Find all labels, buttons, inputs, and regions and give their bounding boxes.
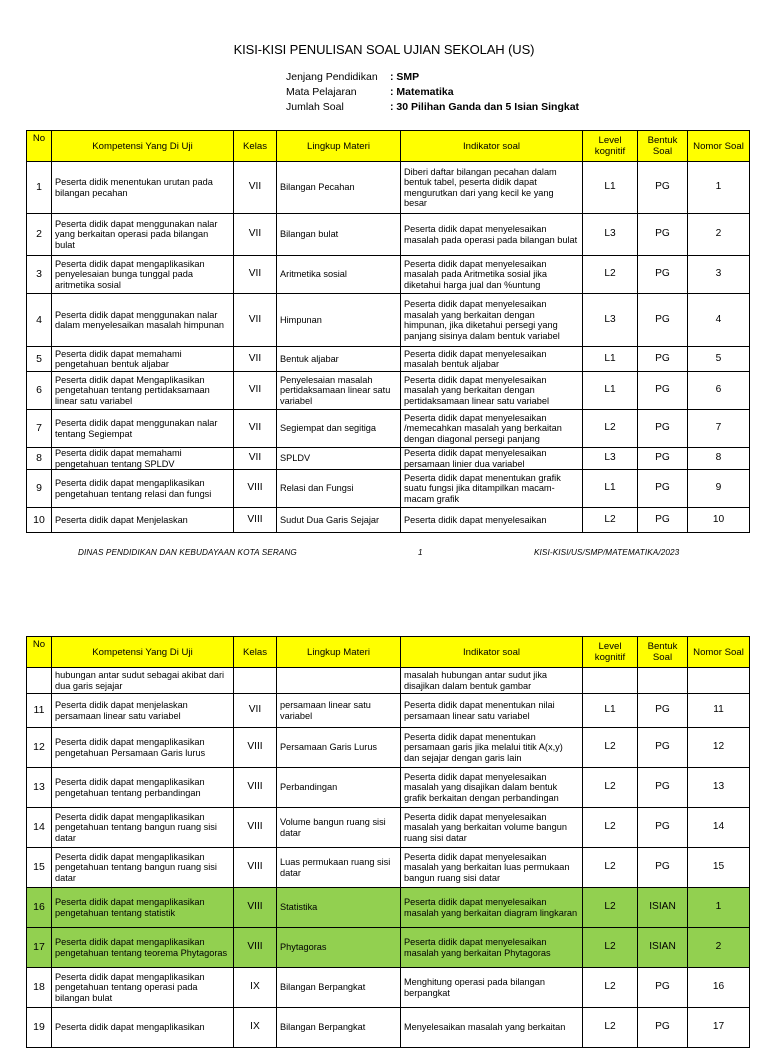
cell-kelas: VII [234, 694, 277, 728]
cell-indikator: Peserta didik dapat menyelesaikan masalah yang berkaitan dengan pertidaksamaan linear satu variabel [401, 372, 583, 410]
cell-lingkup: Bilangan Pecahan [277, 162, 401, 214]
cell-kelas: VIII [234, 508, 277, 533]
footer-document-code: KISI-KISI/US/SMP/MATEMATIKA/2023 [534, 548, 680, 557]
cell-level: L3 [583, 214, 638, 256]
cell-nomor: 9 [688, 470, 750, 508]
cell-level: L2 [583, 848, 638, 888]
table-row [27, 470, 750, 508]
cell-indikator: Peserta didik dapat menyelesaikan masalah yang berkaitan diagram lingkaran [401, 888, 583, 928]
cell-indikator: Peserta didik dapat menyelesaikan masalah yang disajikan dalam bentuk grafik berkaitan dengan perbandingan [401, 768, 583, 808]
cell-no: 13 [27, 768, 52, 808]
cell-nomor: 14 [688, 808, 750, 848]
cell-indikator: Peserta didik dapat menyelesaikan masalah yang berkaitan volume bangun ruang sisi datar [401, 808, 583, 848]
cell-indikator: masalah hubungan antar sudut jika disajikan dalam bentuk gambar [401, 668, 583, 694]
cell-bentuk: PG [638, 508, 688, 533]
cell-level: L1 [583, 372, 638, 410]
cell-no: 19 [27, 1008, 52, 1048]
meta-value: : 30 Pilihan Ganda dan 5 Isian Singkat [390, 101, 580, 113]
header-indikator: Indikator soal [401, 637, 583, 668]
cell-indikator: Peserta didik dapat menyelesaikan masalah pada Aritmetika sosial jika diketahui harga jual dan %untung [401, 256, 583, 294]
cell-kompetensi: Peserta didik dapat menjelaskan persamaan linear satu variabel [52, 694, 234, 728]
cell-nomor: 11 [688, 694, 750, 728]
cell-lingkup: Luas permukaan ruang sisi datar [277, 848, 401, 888]
meta-row-jenjang [286, 70, 579, 85]
cell-indikator: Peserta didik dapat menentukan persamaan garis jika melalui titik A(x,y) dan sejajar dengan garis lain [401, 728, 583, 768]
cell-lingkup: Sudut Dua Garis Sejajar [277, 508, 401, 533]
cell-kelas: VIII [234, 470, 277, 508]
cell-no [27, 668, 52, 694]
cell-nomor: 6 [688, 372, 750, 410]
cell-kompetensi: hubungan antar sudut sebagai akibat dari dua garis sejajar [52, 668, 234, 694]
cell-no: 5 [27, 347, 52, 372]
header-kompetensi: Kompetensi Yang Di Uji [52, 131, 234, 162]
header-kelas: Kelas [234, 131, 277, 162]
cell-indikator: Peserta didik dapat menyelesaikan masalah yang berkaitan luas permukaan bangun ruang sisi datar [401, 848, 583, 888]
cell-kelas: VII [234, 294, 277, 347]
cell-level: L1 [583, 162, 638, 214]
cell-indikator: Peserta didik dapat menyelesaikan masalah yang berkaitan Phytagoras [401, 928, 583, 968]
cell-kompetensi: Peserta didik dapat Menjelaskan [52, 508, 234, 533]
cell-no: 2 [27, 214, 52, 256]
footer-page-number: 1 [418, 548, 423, 557]
cell-nomor: 8 [688, 448, 750, 470]
meta-row-jumlah [286, 100, 579, 115]
cell-level: L2 [583, 968, 638, 1008]
cell-kompetensi: Peserta didik dapat mengaplikasikan penyelesaian bunga tunggal pada aritmetika sosial [52, 256, 234, 294]
cell-kelas: VII [234, 162, 277, 214]
cell-kelas: VII [234, 347, 277, 372]
cell-bentuk: PG [638, 214, 688, 256]
cell-level: L2 [583, 410, 638, 448]
table-row [27, 668, 750, 694]
cell-indikator: Menghitung operasi pada bilangan berpangkat [401, 968, 583, 1008]
meta-row-mapel [286, 85, 579, 100]
table-row [27, 294, 750, 347]
cell-kelas: IX [234, 968, 277, 1008]
cell-bentuk: PG [638, 470, 688, 508]
cell-lingkup [277, 668, 401, 694]
cell-kelas: VIII [234, 728, 277, 768]
header-lingkup: Lingkup Materi [277, 637, 401, 668]
cell-bentuk [638, 668, 688, 694]
meta-label: Jumlah Soal [286, 101, 344, 113]
cell-kelas: VII [234, 410, 277, 448]
cell-bentuk: PG [638, 372, 688, 410]
cell-level: L2 [583, 1008, 638, 1048]
cell-bentuk: ISIAN [638, 888, 688, 928]
cell-nomor: 5 [688, 347, 750, 372]
document-title: KISI-KISI PENULISAN SOAL UJIAN SEKOLAH (US) [233, 42, 535, 57]
header-lingkup: Lingkup Materi [277, 131, 401, 162]
table-header-row [27, 637, 750, 668]
cell-indikator: Peserta didik dapat menyelesaikan /memecahkan masalah yang berkaitan dengan diagonal persegi panjang [401, 410, 583, 448]
header-indikator: Indikator soal [401, 131, 583, 162]
cell-kompetensi: Peserta didik dapat menggunakan nalar tentang Segiempat [52, 410, 234, 448]
cell-bentuk: PG [638, 347, 688, 372]
cell-no: 10 [27, 508, 52, 533]
cell-kompetensi: Peserta didik dapat memahami pengetahuan tentang SPLDV [52, 448, 234, 470]
cell-lingkup: Perbandingan [277, 768, 401, 808]
cell-nomor: 16 [688, 968, 750, 1008]
header-level: Level kognitif [583, 637, 638, 668]
cell-lingkup: SPLDV [277, 448, 401, 470]
cell-level: L2 [583, 808, 638, 848]
cell-kompetensi: Peserta didik menentukan urutan pada bilangan pecahan [52, 162, 234, 214]
cell-lingkup: Phytagoras [277, 928, 401, 968]
cell-lingkup: Segiempat dan segitiga [277, 410, 401, 448]
cell-nomor: 2 [688, 214, 750, 256]
cell-no: 3 [27, 256, 52, 294]
kisi-kisi-table-page-2 [26, 636, 750, 1048]
cell-level: L2 [583, 768, 638, 808]
cell-kelas: VIII [234, 848, 277, 888]
cell-kompetensi: Peserta didik dapat menggunakan nalar dalam menyelesaikan masalah himpunan [52, 294, 234, 347]
cell-kompetensi: Peserta didik dapat mengaplikasikan pengetahuan tentang teorema Phytagoras [52, 928, 234, 968]
header-nomor: Nomor Soal [688, 131, 750, 162]
cell-bentuk: PG [638, 968, 688, 1008]
cell-bentuk: PG [638, 294, 688, 347]
cell-kompetensi: Peserta didik dapat mengaplikasikan [52, 1008, 234, 1048]
header-bentuk: Bentuk Soal [638, 637, 688, 668]
footer-institution: DINAS PENDIDIKAN DAN KEBUDAYAAN KOTA SERANG [78, 548, 297, 557]
cell-bentuk: PG [638, 410, 688, 448]
cell-bentuk: PG [638, 1008, 688, 1048]
cell-lingkup: Aritmetika sosial [277, 256, 401, 294]
cell-kompetensi: Peserta didik dapat mengaplikasikan pengetahuan Persamaan Garis lurus [52, 728, 234, 768]
cell-kompetensi: Peserta didik dapat memahami pengetahuan bentuk aljabar [52, 347, 234, 372]
table-row [27, 347, 750, 372]
header-kelas: Kelas [234, 637, 277, 668]
cell-level [583, 668, 638, 694]
cell-nomor: 1 [688, 888, 750, 928]
header-bentuk: Bentuk Soal [638, 131, 688, 162]
cell-kelas: VIII [234, 808, 277, 848]
cell-nomor: 13 [688, 768, 750, 808]
cell-nomor: 2 [688, 928, 750, 968]
cell-indikator: Peserta didik dapat menyelesaikan masalah pada operasi pada bilangan bulat [401, 214, 583, 256]
table-row [27, 448, 750, 470]
cell-no: 4 [27, 294, 52, 347]
cell-no: 15 [27, 848, 52, 888]
table-row [27, 808, 750, 848]
table-row [27, 848, 750, 888]
cell-level: L2 [583, 888, 638, 928]
table-row [27, 968, 750, 1008]
cell-nomor: 17 [688, 1008, 750, 1048]
cell-bentuk: PG [638, 848, 688, 888]
table-row [27, 508, 750, 533]
cell-no: 6 [27, 372, 52, 410]
table-row [27, 888, 750, 928]
cell-bentuk: PG [638, 448, 688, 470]
cell-kompetensi: Peserta didik dapat mengaplikasikan pengetahuan tentang statistik [52, 888, 234, 928]
cell-no: 11 [27, 694, 52, 728]
cell-level: L3 [583, 294, 638, 347]
cell-kompetensi: Peserta didik dapat menggunakan nalar yang berkaitan operasi pada bilangan bulat [52, 214, 234, 256]
cell-bentuk: PG [638, 728, 688, 768]
cell-nomor: 7 [688, 410, 750, 448]
cell-lingkup: Himpunan [277, 294, 401, 347]
cell-kelas [234, 668, 277, 694]
cell-indikator: Peserta didik dapat menyelesaikan [401, 508, 583, 533]
cell-no: 14 [27, 808, 52, 848]
cell-level: L1 [583, 347, 638, 372]
cell-no: 8 [27, 448, 52, 470]
cell-bentuk: PG [638, 162, 688, 214]
cell-kompetensi: Peserta didik dapat mengaplikasikan pengetahuan tentang relasi dan fungsi [52, 470, 234, 508]
header-no: No [27, 637, 52, 668]
cell-level: L3 [583, 448, 638, 470]
kisi-kisi-table-page-1 [26, 130, 750, 533]
cell-lingkup: Statistika [277, 888, 401, 928]
cell-lingkup: Bentuk aljabar [277, 347, 401, 372]
header-nomor: Nomor Soal [688, 637, 750, 668]
cell-bentuk: PG [638, 768, 688, 808]
cell-indikator: Peserta didik dapat menentukan grafik suatu fungsi jika ditampilkan macam-macam grafik [401, 470, 583, 508]
meta-label: Mata Pelajaran [286, 86, 357, 98]
table-row [27, 372, 750, 410]
meta-label: Jenjang Pendidikan [286, 71, 378, 83]
cell-no: 7 [27, 410, 52, 448]
meta-value: : SMP [390, 71, 420, 83]
cell-lingkup: Volume bangun ruang sisi datar [277, 808, 401, 848]
header-level: Level kognitif [583, 131, 638, 162]
cell-kompetensi: Peserta didik dapat mengaplikasikan pengetahuan tentang bangun ruang sisi datar [52, 848, 234, 888]
table-row [27, 694, 750, 728]
table-row [27, 162, 750, 214]
cell-kelas: VII [234, 372, 277, 410]
cell-nomor: 3 [688, 256, 750, 294]
cell-kompetensi: Peserta didik dapat Mengaplikasikan pengetahuan tentang pertidaksamaan linear satu variabel [52, 372, 234, 410]
cell-level: L2 [583, 928, 638, 968]
meta-value: : Matematika [390, 86, 454, 98]
cell-lingkup: Bilangan bulat [277, 214, 401, 256]
meta-block [286, 70, 579, 115]
cell-bentuk: PG [638, 808, 688, 848]
cell-no: 12 [27, 728, 52, 768]
cell-indikator: Peserta didik dapat menyelesaikan persamaan linier dua variabel [401, 448, 583, 470]
cell-level: L2 [583, 728, 638, 768]
header-no: No [27, 131, 52, 162]
table-row [27, 1008, 750, 1048]
cell-no: 9 [27, 470, 52, 508]
cell-nomor: 4 [688, 294, 750, 347]
cell-no: 18 [27, 968, 52, 1008]
table-row [27, 410, 750, 448]
cell-bentuk: ISIAN [638, 928, 688, 968]
cell-kelas: VII [234, 256, 277, 294]
cell-bentuk: PG [638, 694, 688, 728]
cell-nomor [688, 668, 750, 694]
cell-kelas: IX [234, 1008, 277, 1048]
cell-kelas: VII [234, 448, 277, 470]
cell-kelas: VII [234, 214, 277, 256]
table-row [27, 214, 750, 256]
cell-indikator: Menyelesaikan masalah yang berkaitan [401, 1008, 583, 1048]
cell-indikator: Peserta didik dapat menyelesaikan masalah yang berkaitan dengan himpunan, jika diketahui persegi yang panjang sisinya dalam bentuk variabel [401, 294, 583, 347]
table-row [27, 256, 750, 294]
table-row [27, 928, 750, 968]
cell-lingkup: persamaan linear satu variabel [277, 694, 401, 728]
cell-kompetensi: Peserta didik dapat mengaplikasikan pengetahuan tentang operasi pada bilangan bulat [52, 968, 234, 1008]
header-kompetensi: Kompetensi Yang Di Uji [52, 637, 234, 668]
cell-kompetensi: Peserta didik dapat mengaplikasikan pengetahuan tentang perbandingan [52, 768, 234, 808]
cell-nomor: 15 [688, 848, 750, 888]
cell-kelas: VIII [234, 768, 277, 808]
cell-no: 16 [27, 888, 52, 928]
cell-no: 1 [27, 162, 52, 214]
cell-indikator: Peserta didik dapat menentukan nilai persamaan linear satu variabel [401, 694, 583, 728]
cell-lingkup: Persamaan Garis Lurus [277, 728, 401, 768]
cell-kompetensi: Peserta didik dapat mengaplikasikan pengetahuan tentang bangun ruang sisi datar [52, 808, 234, 848]
table-header-row [27, 131, 750, 162]
cell-level: L1 [583, 694, 638, 728]
cell-kelas: VIII [234, 928, 277, 968]
cell-no: 17 [27, 928, 52, 968]
cell-indikator: Peserta didik dapat menyelesaikan masalah bentuk aljabar [401, 347, 583, 372]
cell-nomor: 12 [688, 728, 750, 768]
table-row [27, 728, 750, 768]
cell-lingkup: Relasi dan Fungsi [277, 470, 401, 508]
cell-level: L2 [583, 508, 638, 533]
cell-lingkup: Bilangan Berpangkat [277, 1008, 401, 1048]
cell-nomor: 10 [688, 508, 750, 533]
table-row [27, 768, 750, 808]
cell-bentuk: PG [638, 256, 688, 294]
cell-nomor: 1 [688, 162, 750, 214]
cell-level: L1 [583, 470, 638, 508]
cell-kelas: VIII [234, 888, 277, 928]
cell-lingkup: Penyelesaian masalah pertidaksamaan linear satu variabel [277, 372, 401, 410]
cell-lingkup: Bilangan Berpangkat [277, 968, 401, 1008]
cell-indikator: Diberi daftar bilangan pecahan dalam bentuk tabel, peserta didik dapat mengurutkan dari yang kecil ke yang besar [401, 162, 583, 214]
cell-level: L2 [583, 256, 638, 294]
